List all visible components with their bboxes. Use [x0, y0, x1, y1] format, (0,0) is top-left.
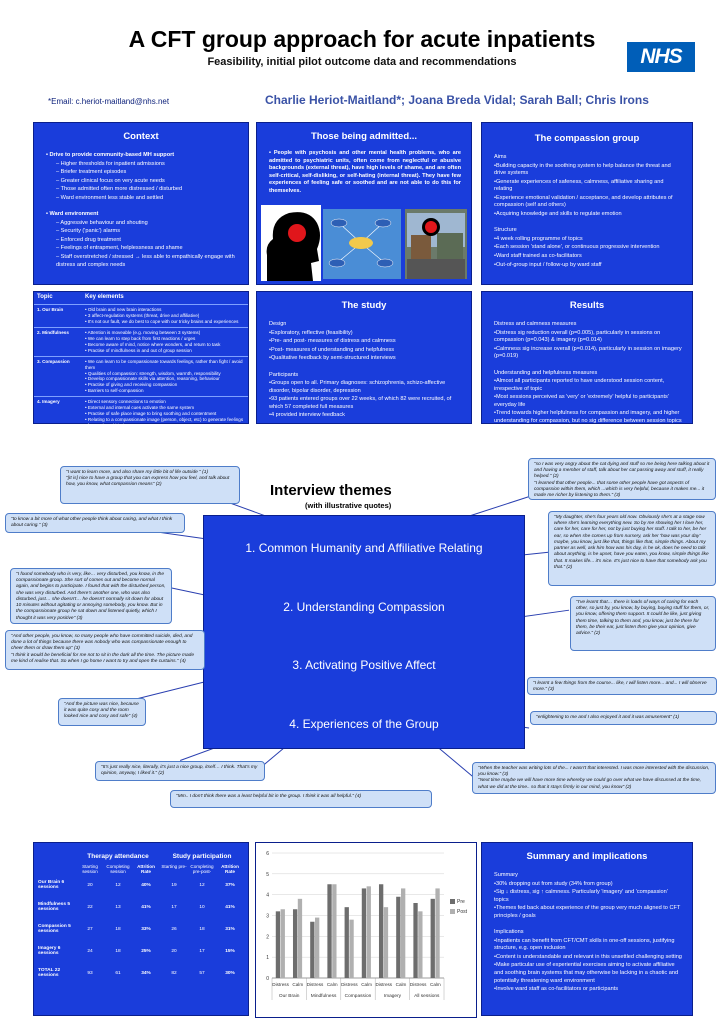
- cell: 25%: [141, 948, 151, 954]
- table-row: [34, 396, 248, 431]
- topic-name: 1. Our Brain: [37, 306, 64, 312]
- cell: 19: [171, 882, 177, 888]
- bar-post: [384, 907, 388, 978]
- column-header: Attrition Rate: [221, 864, 239, 874]
- y-tick-label: 1: [266, 955, 269, 962]
- bar-post: [332, 884, 336, 978]
- quote-5: "And the picture was nice, because it was quite cosy and the room looked nice and cosy and safe" (4): [58, 698, 146, 726]
- quote-11: "I learnt a few things from the course... like, I will listen more... and... I will observe more." (3): [527, 677, 717, 695]
- list-item: •Out-of-group input / follow-up by ward staff: [494, 261, 602, 268]
- interview-title: Interview themes: [270, 482, 392, 499]
- list-item: – Briefer treatment episodes: [56, 169, 127, 176]
- column-header: Starting pre-: [161, 864, 187, 869]
- study-panel: [256, 291, 472, 424]
- topic-element: • 3 affect-regulation systems (threat, drive and affiliative): [85, 312, 200, 318]
- x-tick-label: Distress: [375, 982, 393, 987]
- list-item: •Involve ward staff as co-facilitators or participants: [494, 986, 619, 993]
- theme-2: 2. Understanding Compassion: [283, 600, 445, 614]
- table-row: [34, 327, 248, 356]
- row-label: TOTAL 22 sessions: [38, 968, 61, 978]
- list-item: •Ward staff trained as co-facilitators: [494, 253, 582, 260]
- list-item: – Greater clinical focus on very acute needs: [56, 177, 165, 184]
- list-item: •Post- measures of understanding and helpfulness: [269, 346, 395, 353]
- cell: 24: [87, 948, 93, 954]
- cell: 18: [199, 926, 205, 932]
- quote-12: "enlightening to me and I also enjoyed it and it was amusement" (1): [530, 711, 717, 725]
- quote-10: "I've learnt that… there is loads of ways of caring for each other, so just by, you know, by buying, buying stuff for them, or, you know, offering them support. It could be like, just giving them time, talking to them and, you know, just be there for them, be their ear, just listen then give your opinion, give advice." (2): [570, 596, 716, 651]
- list-item: •Groups open to all. Primary diagnoses: schizophrenia, schizo-affective disorder, bipolar disorder, depression: [269, 380, 446, 394]
- list-item: •Themes fed back about experience of the group very much aligned to CFT principles / goals: [494, 905, 681, 919]
- y-tick-label: 2: [266, 934, 269, 941]
- list-item: •Generate experiences of safeness, calmness, affiliative sharing and relating: [494, 178, 664, 193]
- theme-4: 4. Experiences of the Group: [289, 717, 439, 731]
- theme-1: 1. Common Humanity and Affiliative Relating: [245, 541, 483, 555]
- topic-element: • We can learn to step back from first reactions / urges: [85, 335, 196, 341]
- quote-3: "I found somebody who is very, like… very disturbed, you know, in the compassionate group. She sort of comes out and become normal again, and begins to participate. I found that with the disturbed person, she was very disturbed. And there's another one, who was also disturbed, just… she doesn't… he doesn't normally sit down for about 10 minutes without agitating or annoying somebody, you know. But in the compassionate group he sat down and listened quietly, which I thought it was very positive" (3): [10, 568, 172, 624]
- design-label: Design: [269, 321, 287, 327]
- list-item: •Trend towards higher helpfulness for compassion and imagery, and higher understanding for compassion, but no sig difference between session topics for either understanding (p=0.811) or helpfulness (p=0.172): [494, 410, 682, 432]
- x-tick-label: Distress: [341, 982, 358, 987]
- attendance-rows: [34, 874, 248, 984]
- list-item: •4 week rolling programme of topics: [494, 235, 583, 242]
- attendance-table: [33, 842, 249, 1016]
- cell: 13: [115, 904, 121, 910]
- list-item: •Qualitative feedback by semi-structured interviews: [269, 355, 396, 362]
- list-item: •Make particular use of experiential exercises aiming to activate affiliative and soothing brain systems that may otherwise be lacking in a chaotic and potentially threatening ward environment: [494, 962, 679, 984]
- quote-13: "When the teacher was writing lots of the... I wasn't that interested. I was more interested with the discussion, you know." (3) "Next time maybe we will have more time whereby we could go over what we have discussed at the time, what we did at the time.. so that it stays firmly in our mind, you know" (2): [472, 762, 716, 794]
- list-item: – Security ('panic') alarms: [56, 228, 120, 235]
- topic-element: • Practise of mindfulness in and out of group session: [85, 347, 192, 353]
- bar-post: [315, 918, 319, 978]
- row-label: Mindfulness 5 sessions: [38, 902, 70, 912]
- topic-elements: [85, 399, 248, 429]
- legend-swatch: [450, 899, 455, 904]
- summary-panel: [481, 842, 693, 1016]
- bar-pre: [310, 922, 314, 978]
- results-title: Results: [569, 300, 605, 311]
- topic-element: • Barriers to self-compassion: [85, 388, 144, 394]
- bar-pre: [396, 897, 400, 978]
- y-tick-label: 0: [266, 976, 269, 982]
- uh-label: Understanding and helpfulness measures: [494, 369, 598, 376]
- cell: 61: [115, 970, 121, 976]
- bar-post: [418, 911, 422, 978]
- topic-elements: [85, 330, 248, 354]
- table-row: [34, 962, 248, 984]
- cell: 37%: [225, 882, 235, 888]
- y-tick-label: 6: [266, 851, 269, 857]
- topic-name: 2. Mindfulness: [37, 329, 69, 335]
- cell: 12: [115, 882, 121, 888]
- group-label: Mindfulness: [310, 994, 337, 999]
- cell: 40%: [141, 882, 151, 888]
- cell: 10: [199, 904, 205, 910]
- cell: 34%: [141, 970, 151, 976]
- table-row: [34, 304, 248, 327]
- x-tick-label: Distress: [272, 982, 289, 987]
- topic-element: • Direct sensory connections to emotion: [85, 399, 166, 405]
- cell: 18: [115, 926, 121, 932]
- x-tick-label: Distress: [306, 982, 324, 987]
- cell: 12: [199, 882, 205, 888]
- bar-pre: [362, 888, 366, 978]
- theme-3: 3. Activating Positive Affect: [292, 658, 436, 672]
- cell: 20: [171, 948, 177, 954]
- context-ward: • Ward environment: [46, 211, 99, 218]
- list-item: •30% dropping out from study (34% from group): [494, 880, 613, 887]
- bar-pre: [413, 903, 417, 978]
- topic-rows: [34, 304, 248, 431]
- y-tick-label: 5: [266, 871, 269, 878]
- table-row: [34, 356, 248, 397]
- cell: 33%: [141, 926, 151, 932]
- cell: 93: [87, 970, 93, 976]
- bar-pre: [327, 884, 331, 978]
- list-item: •Calmness sig increase overall (p=0.014), particularly in session on imagery (p=0.019): [494, 345, 682, 360]
- bar-pre: [293, 909, 297, 978]
- topic-element: • External and internal cues activate the same system: [85, 405, 195, 411]
- aims-list: [494, 163, 682, 219]
- context-title: Context: [123, 131, 159, 142]
- bar-post: [435, 888, 439, 978]
- quote-9: "My daughter, she's four years old now. Obviously she's at a stage now where she's learning everything new. So by me showing her I love her, care for her, care for her, not by just buying her stuff. I talk to her, be her ear, so when she comes up from nursery, ask her 'how was your day' maybe, you know, just like that, things like that, simple things. About my partner as well, ask him how was his day, is he ok, does he need to talk about anything, is he upset, have you eaten, you know, simple things like that. It makes life... it's nice. It's just nice to have that somebody ask you that." (2): [548, 511, 716, 586]
- cell: 41%: [225, 904, 235, 910]
- list-item: •Exploratory, reflective (feasibility): [269, 329, 353, 336]
- cell: 31%: [225, 926, 235, 932]
- cell: 17: [199, 948, 205, 954]
- quote-8: "so I was very angry about the cat dying and stuff so me being here talking about it and having a member of staff, talk about her cat passing away and stuff, it really helped." (2) "I learned that other people... that some other people have got aspects of compassion within them, which ...which is very helpful, because it makes me... it made me richer by listening to them." (3): [528, 458, 716, 500]
- legend-label: Post: [457, 909, 468, 915]
- summary-label: Summary: [494, 872, 518, 878]
- list-item: •Almost all participants reported to have understood session content, irrespective of topic: [494, 378, 665, 392]
- y-tick-label: 4: [266, 892, 269, 899]
- admitted-text: • People with psychosis and other mental health problems, who are admitted to psychiatric units, often come from neglectful or abusive backgrounds (external threat), have high levels of shame, and are often self-critical, self-disliking, or self-hating (internal threat). They have few experiences of feeling safe or soothed and are not able to do this for themselves.: [269, 150, 462, 194]
- study-title: The study: [341, 300, 387, 311]
- attendance-headings: Therapy attendance Study participation: [87, 853, 232, 860]
- list-item: •Each session 'stand alone', or continuous progressive intervention: [494, 244, 660, 251]
- cell: 17: [171, 904, 177, 910]
- dc-list: [494, 330, 682, 361]
- column-header: Starting session: [82, 864, 98, 874]
- list-item: •4 provided interview feedback: [269, 412, 345, 419]
- group-label: Compassion: [344, 994, 372, 999]
- results-panel: [481, 291, 693, 432]
- cell: 18: [115, 948, 121, 954]
- x-tick-label: Calm: [430, 982, 441, 987]
- cell: 15%: [225, 948, 235, 954]
- compassion-title: The compassion group: [534, 133, 640, 144]
- structure-label: Structure: [494, 227, 517, 234]
- table-row: [34, 918, 248, 940]
- aims-label: Aims: [494, 154, 507, 160]
- x-tick-label: Calm: [326, 982, 338, 987]
- list-item: •Sig ↓ distress, sig ↑ calmness. Particularly 'imagery' and 'compassion' topics: [494, 889, 668, 903]
- nhs-logo: NHS: [627, 42, 695, 72]
- table-row: [34, 874, 248, 896]
- interview-themes-panel: [203, 515, 525, 749]
- row-label: Imagery 6 sessions: [38, 946, 61, 956]
- bar-pre: [276, 911, 280, 978]
- quote-4: "And other people, you know, so many people who have committed suicide, died, and done a lot of things because there was nobody who was compassionate enough to cheer them or draw them up" (3) "I think it would be beneficial for me not to sit in the dark all the time. The picture made me kind of realise that. So when I go home I want to try and open the curtains." (4): [5, 630, 205, 670]
- list-item: •93 patients entered groups over 22 weeks, of which 82 were recruited, of which 57 completed full measures: [269, 396, 452, 410]
- bar-pre: [379, 884, 383, 978]
- quote-7: "Mm.. I don't think there was a least helpful bit in the group. I think it was all helpful." (4): [170, 790, 432, 808]
- cell: 27: [87, 926, 93, 932]
- row-label: Our Brain 6 sessions: [38, 880, 65, 890]
- contact-email: *Email: c.heriot-maitland@nhs.net: [48, 97, 170, 106]
- legend-label: Pre: [457, 899, 465, 905]
- group-label: Imagery: [383, 994, 402, 999]
- list-item: •Most sessions perceived as 'very' or 'extremely' helpful to participants' everyday life: [494, 394, 669, 408]
- bar-pre: [345, 907, 349, 978]
- participants-list: [269, 380, 461, 420]
- context-drive: • Drive to provide community-based MH support: [46, 152, 175, 158]
- implications-list: [494, 938, 682, 994]
- topic-element: • Qualities of compassion: strength, wisdom, warmth, responsibility: [85, 370, 221, 376]
- x-tick-label: Calm: [361, 982, 372, 987]
- cell: 30%: [225, 970, 235, 976]
- brain-systems-illustration: [261, 205, 469, 281]
- topic-elements: [85, 307, 248, 325]
- context-panel: [33, 122, 249, 285]
- list-item: – Higher thresholds for inpatient admissions: [56, 160, 165, 167]
- table-row: [34, 896, 248, 918]
- group-label: Our Brain: [278, 994, 300, 999]
- ward-list: [46, 220, 238, 269]
- topic-element: • Practise of safe place image to bring soothing and contentment: [85, 411, 217, 417]
- cell: 26: [171, 926, 177, 932]
- design-list: [269, 330, 461, 363]
- bar-post: [281, 909, 285, 978]
- poster-subtitle: Feasibility, initial pilot outcome data and recommendations: [207, 56, 517, 68]
- topics-table: [33, 291, 249, 429]
- cell: 57: [199, 970, 205, 976]
- cell: 20: [87, 882, 93, 888]
- list-item: •Content is understandable and relevant in this unsettled challenging setting: [494, 953, 682, 960]
- list-item: •Experience emotional validation / acceptance, and develop attributes of compassion (self and others): [494, 194, 673, 209]
- list-item: •Building capacity in the soothing system to help balance the threat and drive systems: [494, 162, 671, 177]
- topic-element: • Develop compassionate skills via attention, reasoning, behaviour: [85, 376, 220, 382]
- bar-pre: [431, 899, 435, 978]
- structure-list: [494, 236, 682, 269]
- list-item: – Aggressive behaviour and shouting: [56, 219, 148, 226]
- bar-post: [349, 920, 353, 978]
- x-tick-label: Calm: [395, 982, 407, 987]
- topic-elements: [85, 359, 248, 395]
- group-label: All sessions: [414, 994, 440, 999]
- list-item: •Inpatients can benefit from CFT/CMT skills in one-off sessions, justifying structure, e.g. open inclusion: [494, 937, 675, 952]
- legend-swatch: [450, 909, 455, 914]
- authors: Charlie Heriot-Maitland*; Joana Breda Vidal; Sarah Ball; Chris Irons: [265, 93, 649, 107]
- summary-title: Summary and implications: [526, 851, 648, 862]
- pre-post-chart: [255, 842, 477, 1018]
- topic-name: 4. Imagery: [37, 399, 60, 405]
- admitted-title: Those being admitted...: [310, 131, 418, 142]
- column-header: Completing session: [106, 864, 130, 874]
- quote-2: "to know a bit more of what other people think about caring, and what I think about caring." (3): [5, 513, 185, 533]
- list-item: – Ward environment less stable and settled: [56, 194, 164, 201]
- topic-element: • It's not our fault, we do best to cope with our tricky brains and experiences: [85, 318, 239, 324]
- y-tick-label: 3: [266, 913, 269, 920]
- interview-subtitle: (with illustrative quotes): [305, 501, 392, 510]
- topic-element: • Practise of giving and receiving compassion: [85, 382, 178, 388]
- dc-label: Distress and calmness measures: [494, 321, 577, 327]
- topic-element: • Attention is moveable (e.g. moving between 3 systems): [85, 329, 201, 335]
- compassion-group-panel: [481, 122, 693, 285]
- topic-name: 3. Compassion: [37, 358, 70, 364]
- quote-1: "I want to learn more, and also share my little bit of life outside " (1) "[It is] nice to have a group that you can express how you feel, and talk about how, you know, what compassion means" (2): [60, 466, 240, 504]
- summary-list: [494, 881, 682, 921]
- x-tick-label: Calm: [292, 982, 304, 987]
- admitted-panel: [256, 122, 472, 285]
- list-item: •Pre- and post- measures of distress and calmness: [269, 338, 396, 345]
- bar-post: [367, 886, 371, 978]
- list-item: – Staff overstretched / stressed → less able to empathically engage with distress and complex needs: [56, 254, 235, 268]
- topic-element: • We can learn to be compassionate towards feelings, rather than fight / avoid them: [85, 358, 243, 370]
- pre-post-chart-svg: [256, 843, 474, 1015]
- uh-list: [494, 378, 682, 433]
- x-tick-label: Distress: [409, 982, 427, 987]
- list-item: •Acquiring knowledge and skills to regulate emotion: [494, 210, 622, 217]
- topics-header: Topic Key elements: [37, 294, 124, 300]
- list-item: – Enforced drug treatment: [56, 236, 121, 243]
- topic-element: • Become aware of mind, notice where wonders, and return to task: [85, 341, 221, 347]
- list-item: – Feelings of entrapment, helplessness and shame: [56, 245, 183, 252]
- bar-post: [401, 888, 405, 978]
- poster-title: A CFT group approach for acute inpatients: [128, 26, 596, 52]
- column-header: Attrition Rate: [137, 864, 155, 874]
- implications-label: Implications: [494, 929, 524, 936]
- topic-element: • Old brain and new brain interactions: [85, 306, 162, 312]
- list-item: •Distress sig reduction overall (p=0.005), particularly in sessions on compassion (p=0.043) & imagery (p=0.014): [494, 329, 661, 344]
- row-label: Compassion 5 sessions: [38, 924, 71, 934]
- bar-post: [298, 899, 302, 978]
- topic-element: • Relating to a compassionate image (person, object, etc) to generate feelings of warmth and kindness: [85, 417, 244, 429]
- column-header: Completing pre-post-: [190, 864, 214, 874]
- list-item: – Those admitted often more distressed / disturbed: [56, 186, 183, 193]
- cell: 22: [87, 904, 93, 910]
- drive-list: [46, 161, 238, 203]
- participants-label: Participants: [269, 371, 299, 378]
- table-row: [34, 940, 248, 962]
- attendance-columns: [34, 860, 248, 874]
- cell: 41%: [141, 904, 151, 910]
- cell: 82: [171, 970, 177, 976]
- quote-6: "It's just really nice, literally, it's just a nice group, itself… I think. That's my opinion, anyway, I liked it." (2): [95, 761, 265, 781]
